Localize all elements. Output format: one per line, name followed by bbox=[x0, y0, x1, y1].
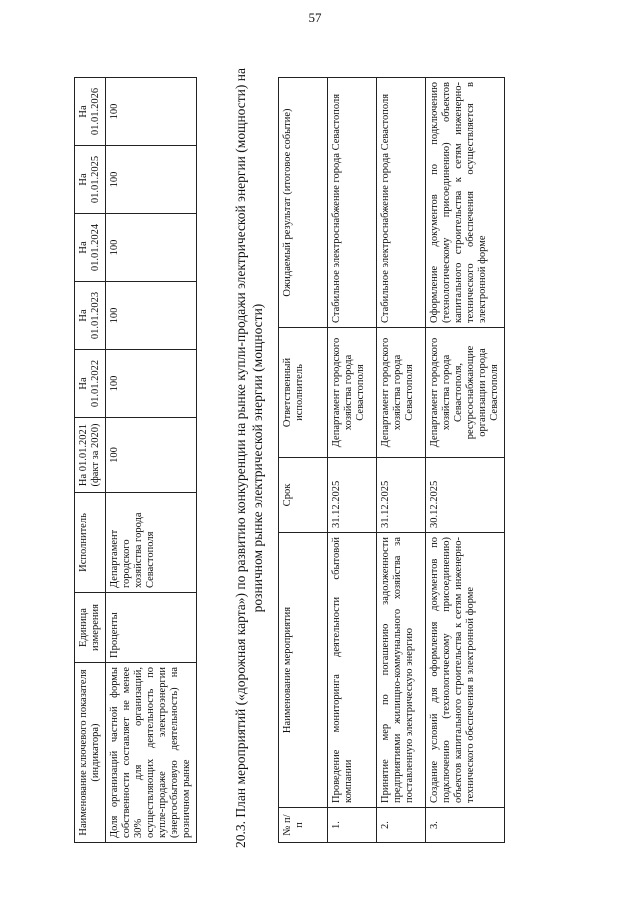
plan-row-name: Создание условий для оформления документов по подключению (технологическому присоединению) объектов капитального строительства к сетям инженерно-технического обеспечения в электронной форме bbox=[426, 533, 505, 808]
header-result: Ожидаемый результат (итоговое событие) bbox=[279, 78, 328, 328]
indicator-name: Доля организаций частной формы собственности составляет не менее 30% для организаций, осуществляющих деятельность по купле-продаже электроэнергии (энергосбытовую деятельность) на розничном рынке bbox=[106, 663, 197, 843]
indicator-executor: Департамент городского хозяйства города Севастополя bbox=[106, 493, 197, 593]
indicator-header-row bbox=[75, 78, 106, 843]
header-y2022: На 01.01.2022 bbox=[75, 350, 106, 418]
indicator-value-2022: 100 bbox=[106, 350, 197, 418]
plan-row-name: Принятие мер по погашению задолженности предприятиями жилищно-коммунального хозяйства за поставленную электрическую энергию bbox=[377, 533, 426, 808]
header-indicator-name: Наименование ключевого показателя (индикатора) bbox=[75, 663, 106, 843]
plan-row-result: Оформление документов по подключению (технологическому присоединению) объектов капитального строительства к сетям инженерно-технического обеспечения осуществляется в электронной форме bbox=[426, 78, 505, 328]
plan-row-num: 1. bbox=[328, 808, 377, 843]
indicator-table bbox=[74, 77, 197, 843]
plan-row-num: 2. bbox=[377, 808, 426, 843]
header-executor: Исполнитель bbox=[75, 493, 106, 593]
plan-row-term: 30.12.2025 bbox=[426, 458, 505, 533]
plan-row-result: Стабильное электроснабжение города Севастополя bbox=[377, 78, 426, 328]
header-y2026: На 01.01.2026 bbox=[75, 78, 106, 146]
plan-row bbox=[426, 78, 505, 843]
plan-row bbox=[328, 78, 377, 843]
indicator-row bbox=[106, 78, 197, 843]
indicator-value-2026: 100 bbox=[106, 78, 197, 146]
plan-table bbox=[278, 77, 505, 843]
plan-row-num: 3. bbox=[426, 808, 505, 843]
indicator-value-2024: 100 bbox=[106, 214, 197, 282]
header-responsible: Ответственный исполнитель bbox=[279, 328, 328, 458]
header-term: Срок bbox=[279, 458, 328, 533]
plan-row-responsible: Департамент городского хозяйства города Севастополя bbox=[328, 328, 377, 458]
indicator-value-2023: 100 bbox=[106, 282, 197, 350]
plan-row-name: Проведение мониторинга деятельности сбытовой компании bbox=[328, 533, 377, 808]
header-num: № п/п bbox=[279, 808, 328, 843]
header-y2021: На 01.01.2021 (факт за 2020) bbox=[75, 418, 106, 493]
plan-row bbox=[377, 78, 426, 843]
rotated-page-content bbox=[34, 38, 594, 878]
plan-row-result: Стабильное электроснабжение города Севастополя bbox=[328, 78, 377, 328]
plan-row-responsible: Департамент городского хозяйства города Севастополя bbox=[377, 328, 426, 458]
header-y2024: На 01.01.2024 bbox=[75, 214, 106, 282]
plan-header-row bbox=[279, 78, 328, 843]
indicator-value-2025: 100 bbox=[106, 146, 197, 214]
header-y2025: На 01.01.2025 bbox=[75, 146, 106, 214]
plan-row-term: 31.12.2025 bbox=[328, 458, 377, 533]
indicator-unit: Проценты bbox=[106, 593, 197, 663]
header-y2023: На 01.01.2023 bbox=[75, 282, 106, 350]
plan-row-responsible: Департамент городского хозяйства города Севастополя, ресурсоснабжающие организации города Севастополя bbox=[426, 328, 505, 458]
page-number: 57 bbox=[308, 10, 322, 25]
header-unit: Единица измерения bbox=[75, 593, 106, 663]
indicator-value-2021: 100 bbox=[106, 418, 197, 493]
section-heading: 20.3. План мероприятий («дорожная карта») по развитию конкуренции на рынке купли-продажи электрической энергии (мощности) на розничном рынке электрической энергии (мощности) bbox=[233, 68, 265, 848]
plan-row-term: 31.12.2025 bbox=[377, 458, 426, 533]
header-plan-name: Наименование мероприятия bbox=[279, 533, 328, 808]
